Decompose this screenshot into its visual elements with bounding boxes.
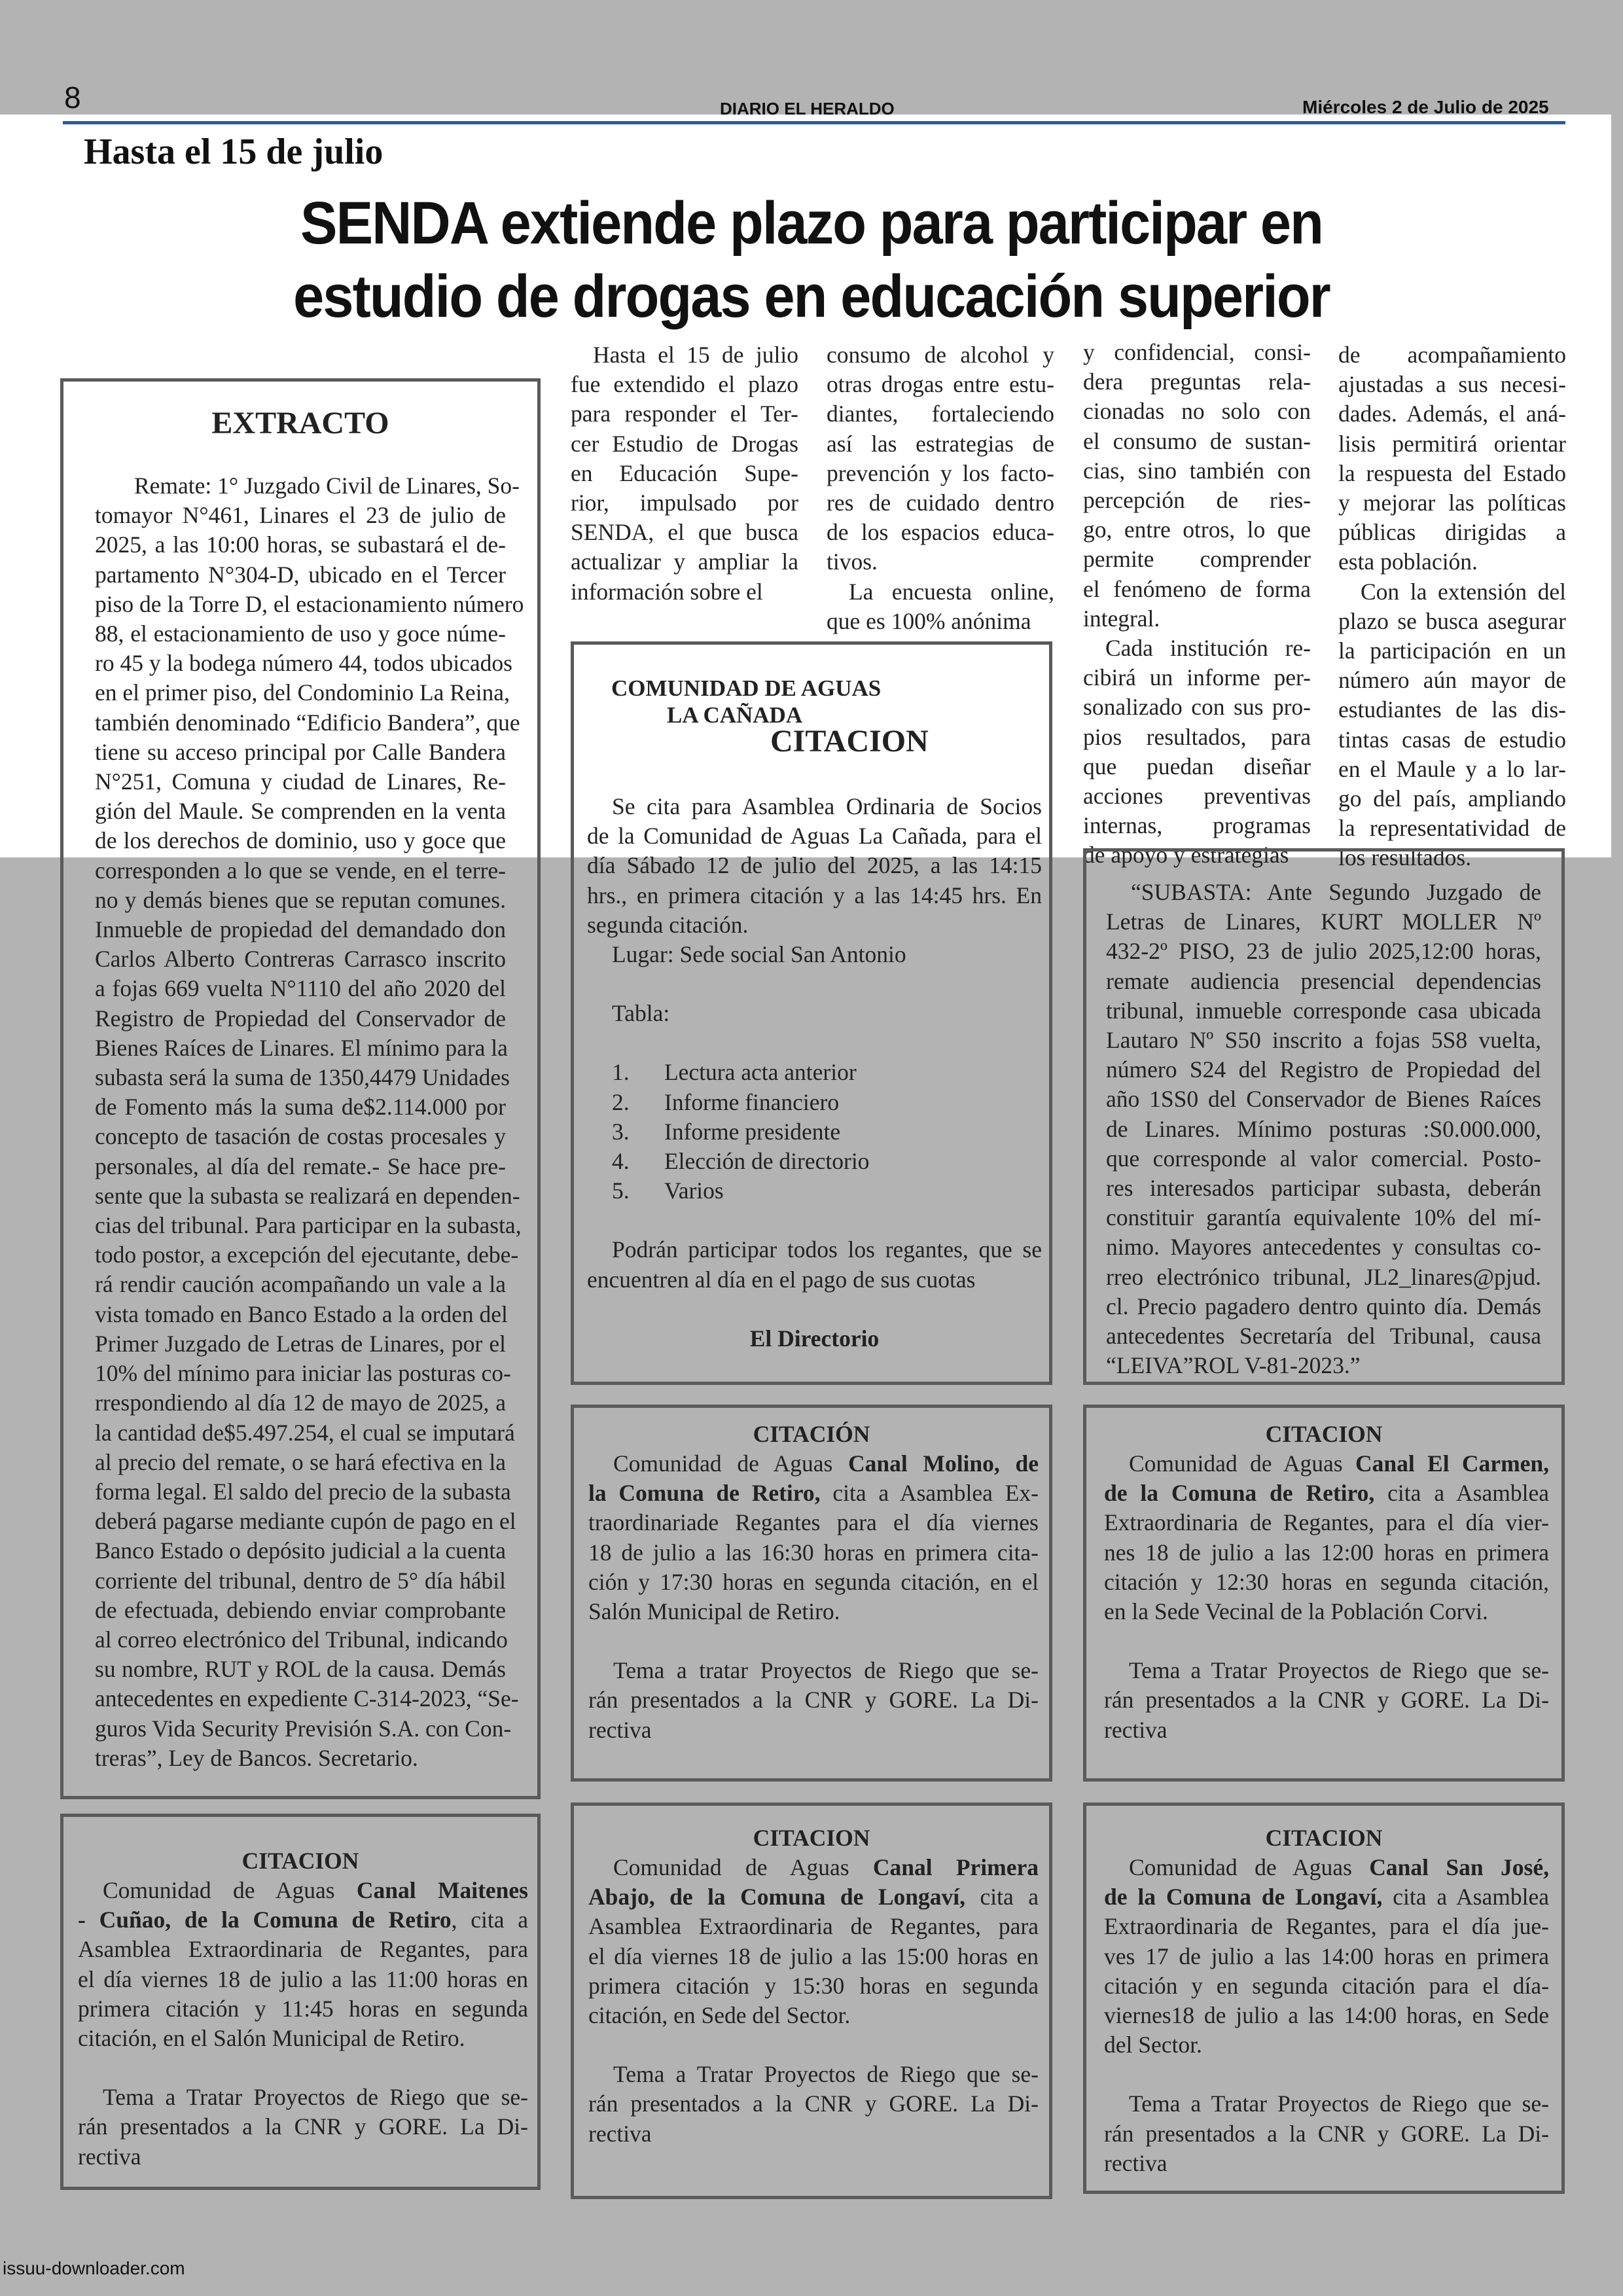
- extracto-line: de Fomento más la suma de$2.114.000 por: [95, 1094, 506, 1121]
- agenda-item: [612, 1176, 1042, 1206]
- article-line: públicas dirigidas a: [1338, 519, 1566, 546]
- molino-agenda-topic: [588, 1656, 1039, 1745]
- article-line: internas, programas: [1083, 812, 1311, 839]
- agenda-item-number: 4.: [612, 1148, 630, 1175]
- article-line: de apoyo y estrategias: [1083, 842, 1289, 869]
- maitenes-line: el día viernes 18 de julio a las 11:00 horas en: [78, 1965, 528, 1992]
- subasta-line: cl. Precio pagadero dentro quinto día. Demás: [1106, 1293, 1541, 1319]
- article-line: go del país, ampliando: [1338, 785, 1566, 812]
- sanjose-line: citación y en segunda citación para el día-: [1104, 1972, 1549, 1999]
- carmen-line: Comunidad de Aguas Canal El Carmen,: [1129, 1450, 1550, 1477]
- extracto-line: rrespondiendo al día 12 de mayo de 2025, a: [95, 1390, 506, 1416]
- maitenes-agenda-topic: [78, 2083, 528, 2172]
- article-line: otras drogas entre estu-: [827, 371, 1054, 398]
- canada-line: de la Comunidad de Aguas La Cañada, para el: [587, 823, 1042, 850]
- article-line: cibirá un informe per-: [1083, 664, 1311, 691]
- subasta-line: antecedentes Secretaría del Tribunal, causa: [1106, 1323, 1541, 1350]
- canada-notice: [571, 641, 1052, 1385]
- article-line: que puedan diseñar: [1083, 753, 1311, 780]
- article-line: la representatividad de: [1338, 815, 1566, 842]
- carmen-org-name: Canal El Carmen,: [1355, 1450, 1550, 1477]
- extracto-line: tiene su acceso principal por Calle Bandera: [95, 738, 506, 765]
- maitenes-org-name: Canal Maitenes: [356, 1877, 528, 1903]
- sanjose-topic-line: Tema a Tratar Proyectos de Riego que se-: [1129, 2090, 1549, 2117]
- sanjose-line: viernes18 de julio a las 14:00 horas, en Sede: [1104, 2002, 1549, 2029]
- article-kicker: Hasta el 15 de julio: [84, 132, 383, 172]
- canada-org-line-1: COMUNIDAD DE AGUAS: [611, 675, 882, 701]
- article-line: go, entre otros, lo que: [1083, 516, 1311, 543]
- carmen-line: en la Sede Vecinal de la Población Corvi.: [1104, 1598, 1488, 1625]
- primera-line: primera citación y 15:30 horas en segunda: [588, 1972, 1039, 1999]
- agenda-item-text: Lectura acta anterior: [664, 1059, 857, 1086]
- carmen-topic-line: Tema a Tratar Proyectos de Riego que se-: [1129, 1657, 1549, 1684]
- primera-line: el día viernes 18 de julio a las 15:00 horas en: [588, 1943, 1039, 1969]
- headline-line-1: SENDA extiende plazo para participar en: [300, 190, 1323, 257]
- article-column-2: [827, 340, 1054, 636]
- agenda-item-text: Informe financiero: [664, 1088, 840, 1115]
- article-line: información sobre el: [571, 578, 763, 605]
- primera-org-name: Canal Primera: [872, 1854, 1039, 1880]
- carmen-line: de la Comuna de Retiro, cita a Asamblea: [1104, 1480, 1549, 1507]
- subasta-line: constituir garantía equivalente 10% del mí-: [1106, 1204, 1541, 1231]
- extracto-line: personales, al día del remate.- Se hace pre-: [95, 1153, 506, 1179]
- agenda-item-text: Varios: [664, 1177, 724, 1204]
- extracto-line: Inmueble de propiedad del demandado don: [95, 916, 506, 943]
- extracto-line: la cantidad de$5.497.254, el cual se imputará: [95, 1419, 515, 1446]
- carmen-topic-line: rán presentados a la CNR y GORE. La Di-: [1104, 1687, 1549, 1713]
- extracto-line: gión del Maule. Se comprenden en la venta: [95, 798, 506, 825]
- article-line: los resultados.: [1338, 844, 1472, 871]
- extracto-line: al precio del remate, o se hará efectiva en la: [95, 1448, 506, 1475]
- molino-line: ción y 17:30 horas en segunda citación, en el: [588, 1568, 1039, 1595]
- article-line: cer Estudio de Drogas: [571, 430, 798, 457]
- extracto-line: todo postor, a excepción del ejecutante, debe-: [95, 1242, 519, 1268]
- molino-org-name: Canal Molino, de: [848, 1450, 1039, 1477]
- extracto-line: treras”, Ley de Bancos. Secretario.: [95, 1744, 418, 1771]
- watermark: issuu-downloader.com: [3, 2258, 185, 2278]
- canada-line: hrs., en primera citación y a las 14:45 hrs. En: [587, 882, 1042, 908]
- agenda-item: [612, 1117, 1042, 1147]
- maitenes-notice: [60, 1814, 541, 2190]
- article-line: que es 100% anónima: [827, 607, 1031, 634]
- article-line: res de cuidado dentro: [827, 490, 1054, 516]
- sanjose-line: del Sector.: [1104, 2032, 1202, 2058]
- maitenes-title: CITACION: [241, 1848, 359, 1874]
- canada-title: CITACION: [770, 724, 929, 759]
- newspaper-name: DIARIO EL HERALDO: [720, 99, 895, 118]
- molino-line: Comunidad de Aguas Canal Molino, de: [613, 1450, 1039, 1477]
- article-line: prevención y los facto-: [827, 459, 1054, 486]
- extracto-line: Bienes Raíces de Linares. El mínimo para la: [95, 1034, 508, 1061]
- article-line: el fenómeno de forma: [1083, 575, 1311, 602]
- extracto-line: forma legal. El saldo del precio de la subasta: [95, 1478, 511, 1505]
- agenda-item-number: 2.: [612, 1088, 630, 1115]
- article-line: lisis permitirá orientar: [1338, 430, 1566, 457]
- subasta-line: tribunal, inmueble corresponde casa ubicada: [1106, 997, 1541, 1024]
- maitenes-topic-line: rectiva: [78, 2143, 141, 2170]
- carmen-notice: [1083, 1405, 1565, 1782]
- extracto-line: Carlos Alberto Contreras Carrasco inscrito: [95, 946, 506, 973]
- extracto-line: deberá pagarse mediante cupón de pago en el: [95, 1508, 516, 1535]
- extracto-line: corriente del tribunal, dentro de 5° día hábil: [95, 1567, 506, 1594]
- primera-topic-line: rectiva: [588, 2120, 652, 2147]
- maitenes-line: Comunidad de Aguas Canal Maitenes: [103, 1877, 528, 1903]
- extracto-line: cias del tribunal. Para participar en la subasta,: [95, 1212, 522, 1239]
- maitenes-line: Asamblea Extraordinaria de Regantes, para: [78, 1936, 528, 1963]
- agenda-item-number: 3.: [612, 1118, 630, 1145]
- article-line: en Educación Supe-: [571, 459, 798, 486]
- extracto-line: su nombre, RUT y ROL de la causa. Demás: [95, 1656, 506, 1683]
- extracto-line: corresponden a lo que se vende, en el terre-: [95, 857, 506, 884]
- article-line: actualizar y ampliar la: [571, 548, 798, 575]
- extracto-line: tomayor N°461, Linares el 23 de julio de: [95, 502, 506, 529]
- article-line: sonalizado con sus pro-: [1083, 694, 1311, 721]
- primera-line: citación, en Sede del Sector.: [588, 2002, 851, 2029]
- subasta-notice: [1083, 848, 1565, 1385]
- agenda-item-number: 1.: [612, 1059, 630, 1086]
- article-line: acciones preventivas: [1083, 783, 1311, 810]
- extracto-line: concepto de tasación de costas procesales y: [95, 1123, 506, 1150]
- extracto-line: rá rendir caución acompañando un vale a la: [95, 1271, 506, 1298]
- subasta-line: que corresponde al valor comercial. Posto-: [1106, 1145, 1541, 1172]
- article-line: diantes, fortaleciendo: [827, 401, 1054, 427]
- subasta-body: [1106, 878, 1541, 1380]
- carmen-line: nes 18 de julio a las 12:00 horas en primera: [1104, 1539, 1549, 1566]
- article-line: y mejorar las políticas: [1338, 490, 1566, 516]
- article-line: dades. Además, el aná-: [1338, 401, 1566, 427]
- molino-topic-line: Tema a tratar Proyectos de Riego que se-: [613, 1657, 1039, 1684]
- extracto-line: Primer Juzgado de Letras de Linares, por el: [95, 1330, 506, 1357]
- maitenes-org-name: - Cuñao, de la Comuna de Retiro: [78, 1907, 452, 1933]
- extracto-line: Remate: 1° Juzgado Civil de Linares, So-: [134, 473, 520, 499]
- subasta-line: Letras de Linares, KURT MOLLER Nº: [1106, 908, 1541, 935]
- extracto-line: antecedentes en expediente C-314-2023, “Se-: [95, 1685, 519, 1712]
- primera-line: Abajo, de la Comuna de Longaví, cita a: [588, 1884, 1039, 1910]
- article-line: así las estrategias de: [827, 430, 1054, 457]
- article-line: rior, impulsado por: [571, 490, 798, 516]
- primera-line: Comunidad de Aguas Canal Primera: [613, 1854, 1039, 1880]
- primera-topic-line: rán presentados a la CNR y GORE. La Di-: [588, 2090, 1039, 2117]
- molino-topic-line: rectiva: [588, 1716, 652, 1743]
- article-line: para responder el Ter-: [571, 401, 798, 427]
- subasta-line: número S24 del Registro de Propiedad del: [1106, 1056, 1541, 1083]
- agenda-item: [612, 1088, 1042, 1117]
- article-line: Cada institución re-: [1105, 635, 1311, 662]
- subasta-line: rreo electrónico tribunal, JL2_linares@pjud.: [1106, 1263, 1541, 1290]
- canada-signature: El Directorio: [749, 1325, 880, 1352]
- sanjose-line: ves 17 de julio a las 14:00 horas en primera: [1104, 1943, 1549, 1969]
- primera-title: CITACION: [753, 1825, 870, 1851]
- canada-closing-line: Podrán participar todos los regantes, que se: [612, 1236, 1042, 1263]
- extracto-line: sente que la subasta se realizará en dependen-: [95, 1182, 520, 1209]
- article-line: Con la extensión del: [1361, 578, 1566, 605]
- sanjose-notice: [1083, 1803, 1565, 2194]
- extracto-line: 10% del mínimo para iniciar las posturas co-: [95, 1360, 511, 1387]
- sanjose-body: [1104, 1853, 1549, 2178]
- carmen-line: citación y 12:30 horas en segunda citación,: [1104, 1568, 1549, 1595]
- article-column-4: [1338, 340, 1566, 873]
- primera-agenda-topic: [588, 2060, 1039, 2149]
- headline-line-2: estudio de drogas en educación superior: [293, 263, 1330, 330]
- subasta-line: “LEIVA”ROL V-81-2023.”: [1106, 1352, 1361, 1379]
- extracto-line: de los derechos de dominio, uso y goce que: [95, 827, 506, 854]
- sanjose-line: de la Comuna de Longaví, cita a Asamblea: [1104, 1884, 1549, 1910]
- carmen-agenda-topic: [1104, 1656, 1549, 1745]
- maitenes-topic-line: rán presentados a la CNR y GORE. La Di-: [78, 2113, 528, 2140]
- extracto-line: guros Vida Security Previsión S.A. con Con-: [95, 1715, 512, 1742]
- article-line: cionadas no solo con: [1083, 398, 1311, 425]
- sanjose-line: Comunidad de Aguas Canal San José,: [1129, 1854, 1549, 1880]
- agenda-item: [612, 1058, 1042, 1087]
- molino-topic-line: rán presentados a la CNR y GORE. La Di-: [588, 1687, 1039, 1713]
- sanjose-topic-line: rectiva: [1104, 2149, 1168, 2176]
- article-line: dera preguntas rela-: [1083, 368, 1311, 395]
- article-line: y confidencial, consi-: [1083, 339, 1311, 365]
- extracto-line: al correo electrónico del Tribunal, indicando: [95, 1626, 508, 1653]
- subasta-line: Lautaro Nº S50 inscrito a fojas 5S8 vuelta,: [1106, 1027, 1541, 1054]
- article-line: plazo se busca asegurar: [1338, 607, 1566, 634]
- carmen-body: [1104, 1449, 1549, 1745]
- article-line: el consumo de sustan-: [1083, 427, 1311, 454]
- article-line: Hasta el 15 de julio: [593, 342, 798, 368]
- page-number: 8: [64, 81, 81, 115]
- canada-closing-line: encuentren al día en el pago de sus cuotas: [587, 1266, 976, 1293]
- sanjose-line: Extraordinaria de Regantes, para el día jue-: [1104, 1913, 1549, 1940]
- subasta-line: “SUBASTA: Ante Segundo Juzgado de: [1131, 879, 1541, 905]
- extracto-line: a fojas 669 vuelta N°1110 del año 2020 del: [95, 975, 506, 1002]
- extracto-title: EXTRACTO: [211, 406, 389, 440]
- header-rule: [63, 121, 1565, 124]
- extracto-notice: [60, 378, 541, 1799]
- canada-line: Se cita para Asamblea Ordinaria de Socios: [612, 793, 1042, 819]
- maitenes-body: [78, 1876, 528, 2172]
- article-line: la respuesta del Estado: [1338, 459, 1566, 486]
- article-line: de los espacios educa-: [827, 519, 1054, 546]
- molino-line: traordinariade Regantes para el día viernes: [588, 1509, 1039, 1536]
- canada-body-block: [587, 792, 1042, 1354]
- extracto-line: 88, el estacionamiento de uso y goce núme-: [95, 620, 506, 647]
- extracto-line: piso de la Torre D, el estacionamiento número: [95, 590, 524, 617]
- extracto-line: no y demás bienes que se reputan comunes.: [95, 886, 506, 913]
- sanjose-agenda-topic: [1104, 2089, 1549, 2178]
- extracto-line: Banco Estado o depósito judicial a la cuenta: [95, 1537, 506, 1564]
- maitenes-line: citación, en el Salón Municipal de Retiro.: [78, 2025, 465, 2052]
- extracto-line: vista tomado en Banco Estado a la orden del: [95, 1300, 508, 1327]
- article-line: tivos.: [827, 548, 878, 575]
- molino-line: Salón Municipal de Retiro.: [588, 1598, 840, 1625]
- extracto-line: ro 45 y la bodega número 44, todos ubicados: [95, 650, 512, 677]
- molino-line: la Comuna de Retiro, cita a Asamblea Ex-: [588, 1480, 1039, 1507]
- article-line: SENDA, el que busca: [571, 519, 798, 546]
- article-line: número aún mayor de: [1338, 667, 1566, 694]
- article-column-1: [571, 340, 798, 607]
- extracto-line: también denominado “Edificio Bandera”, que: [95, 709, 520, 736]
- canada-agenda-label: Tabla:: [612, 1000, 670, 1027]
- maitenes-line: primera citación y 11:45 horas en segunda: [78, 1995, 528, 2022]
- subasta-line: año 1SS0 del Conservador de Bienes Raíces: [1106, 1086, 1541, 1113]
- extracto-line: N°251, Comuna y ciudad de Linares, Re-: [95, 768, 506, 795]
- article-line: la participación en un: [1338, 637, 1566, 664]
- molino-org-name: la Comuna de Retiro,: [588, 1480, 821, 1507]
- subasta-line: nimo. Mayores antecedentes y consultas co-: [1106, 1234, 1541, 1261]
- extracto-line: 2025, a las 10:00 horas, se subastará el de-: [95, 531, 506, 558]
- subasta-line: remate audiencia presencial dependencias: [1106, 967, 1541, 994]
- article-line: estudiantes de las dis-: [1338, 696, 1566, 723]
- subasta-line: res interesados participar subasta, deberán: [1106, 1175, 1541, 1202]
- molino-body: [588, 1449, 1039, 1745]
- article-line: cias, sino también con: [1083, 457, 1311, 484]
- canada-location: Lugar: Sede social San Antonio: [612, 941, 906, 968]
- article-line: de acompañamiento: [1338, 342, 1566, 368]
- agenda-item: [612, 1147, 1042, 1176]
- molino-title: CITACIÓN: [753, 1421, 870, 1447]
- canada-org-line-2: LA CAÑADA: [667, 702, 803, 728]
- sanjose-org-name: Canal San José,: [1369, 1854, 1549, 1880]
- article-line: ajustadas a sus necesi-: [1338, 371, 1566, 398]
- article-line: fue extendido el plazo: [571, 371, 798, 398]
- article-line: en el Maule y a lo lar-: [1338, 755, 1566, 782]
- article-headline: [149, 187, 1474, 333]
- carmen-line: Extraordinaria de Regantes, para el día vier-: [1104, 1509, 1549, 1536]
- canada-closing: [587, 1235, 1042, 1294]
- article-line: integral.: [1083, 605, 1160, 632]
- subasta-line: 432-2º PISO, 23 de julio 2025,12:00 horas,: [1106, 938, 1541, 965]
- canada-body: [587, 792, 1042, 940]
- extracto-line: subasta será la suma de 1350,4479 Unidades: [95, 1064, 510, 1091]
- primera-line: Asamblea Extraordinaria de Regantes, para: [588, 1913, 1039, 1940]
- maitenes-topic-line: Tema a Tratar Proyectos de Riego que se-: [103, 2084, 528, 2111]
- agenda-item-number: 5.: [612, 1177, 630, 1204]
- subasta-line: de Linares. Mínimo posturas :S0.000.000,: [1106, 1115, 1541, 1142]
- extracto-line: Registro de Propiedad del Conservador de: [95, 1005, 506, 1031]
- canada-agenda-list: [587, 1058, 1042, 1206]
- agenda-item-text: Elección de directorio: [664, 1148, 870, 1175]
- article-column-3: [1083, 338, 1311, 870]
- molino-notice: [571, 1405, 1052, 1782]
- article-line: percepción de ries-: [1083, 487, 1311, 514]
- primera-notice: [571, 1803, 1052, 2199]
- sanjose-title: CITACION: [1265, 1825, 1383, 1851]
- article-line: consumo de alcohol y: [827, 342, 1054, 368]
- carmen-title: CITACION: [1265, 1421, 1383, 1447]
- article-line: La encuesta online,: [849, 578, 1054, 605]
- carmen-org-name: de la Comuna de Retiro,: [1104, 1480, 1375, 1507]
- sanjose-org-name: de la Comuna de Longaví,: [1104, 1884, 1383, 1910]
- primera-body: [588, 1853, 1039, 2149]
- article-line: pios resultados, para: [1083, 723, 1311, 750]
- maitenes-line: - Cuñao, de la Comuna de Retiro, cita a: [78, 1907, 528, 1933]
- extracto-body: [95, 471, 524, 1773]
- extracto-line: partamento N°304-D, ubicado en el Tercer: [95, 561, 506, 588]
- agenda-item-text: Informe presidente: [664, 1118, 841, 1145]
- primera-topic-line: Tema a Tratar Proyectos de Riego que se-: [613, 2061, 1039, 2088]
- sanjose-topic-line: rán presentados a la CNR y GORE. La Di-: [1104, 2120, 1549, 2147]
- canada-line: día Sábado 12 de julio del 2025, a las 14:15: [587, 852, 1042, 879]
- molino-line: 18 de julio a las 16:30 horas en primera cita-: [588, 1539, 1039, 1566]
- extracto-line: de efectuada, debiendo enviar comprobante: [95, 1596, 506, 1623]
- extracto-line: en el primer piso, del Condominio La Reina,: [95, 679, 510, 706]
- carmen-topic-line: rectiva: [1104, 1716, 1168, 1743]
- canada-line: segunda citación.: [587, 911, 749, 938]
- article-line: permite comprender: [1083, 546, 1311, 573]
- article-line: tintas casas de estudio: [1338, 726, 1566, 753]
- article-line: esta población.: [1338, 548, 1478, 575]
- issue-date: Miércoles 2 de Julio de 2025: [1302, 97, 1549, 117]
- primera-org-name: Abajo, de la Comuna de Longaví,: [588, 1884, 966, 1910]
